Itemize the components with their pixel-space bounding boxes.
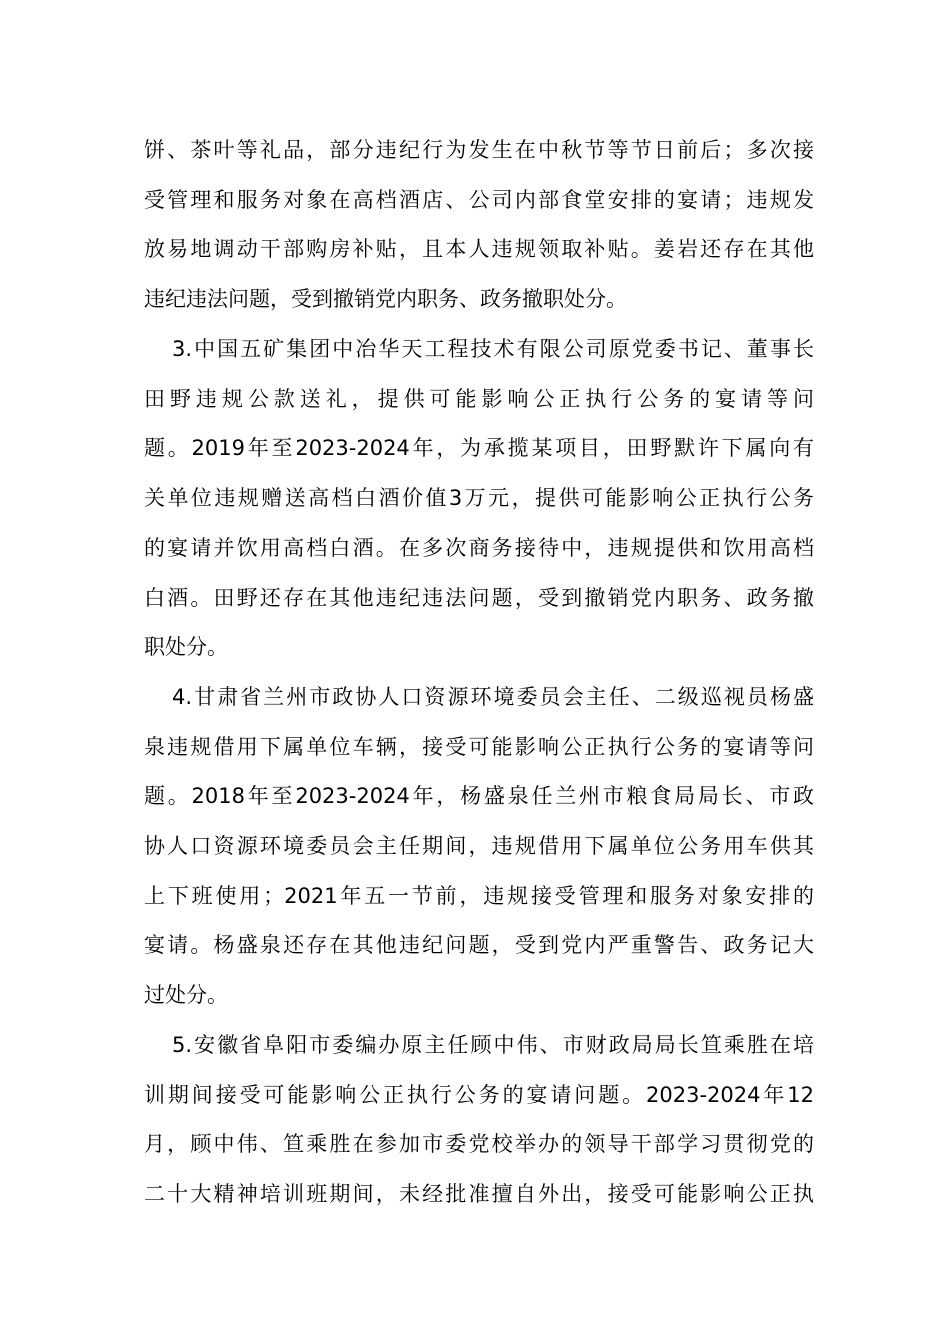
text-line: 关单位违规赠送高档白酒价值3万元，提供可能影响公正执行公务 <box>144 486 814 510</box>
paragraph-3-first-line: 3.中国五矿集团中冶华天工程技术有限公司原党委书记、董事长 <box>172 337 814 361</box>
text-line: 放易地调动干部购房补贴，且本人违规领取补贴。姜岩还存在其他 <box>144 237 814 261</box>
text-line: 田野违规公款送礼，提供可能影响公正执行公务的宴请等问 <box>144 387 814 411</box>
text-line: 上下班使用；2021年五一节前，违规接受管理和服务对象安排的 <box>144 884 814 908</box>
text-line: 题。2019年至2023-2024年，为承揽某项目，田野默许下属向有 <box>144 436 814 460</box>
text-line: 月，顾中伟、笪乘胜在参加市委党校举办的领导干部学习贯彻党的 <box>144 1132 814 1156</box>
text-line: 受管理和服务对象在高档酒店、公司内部食堂安排的宴请；违规发 <box>144 188 814 212</box>
paragraph-5-first-line: 5.安徽省阜阳市委编办原主任顾中伟、市财政局局长笪乘胜在培 <box>172 1033 814 1057</box>
text-line: 违纪违法问题，受到撤销党内职务、政务撤职处分。 <box>144 287 627 311</box>
text-line: 白酒。田野还存在其他违纪违法问题，受到撤销党内职务、政务撤 <box>144 586 814 610</box>
text-line: 宴请。杨盛泉还存在其他违纪问题，受到党内严重警告、政务记大 <box>144 933 814 957</box>
text-line: 协人口资源环境委员会主任期间，违规借用下属单位公务用车供其 <box>144 834 814 858</box>
text-line: 饼、茶叶等礼品，部分违纪行为发生在中秋节等节日前后；多次接 <box>144 138 814 162</box>
text-line: 训期间接受可能影响公正执行公务的宴请问题。2023-2024年12 <box>144 1083 814 1107</box>
text-line: 二十大精神培训班期间，未经批准擅自外出，接受可能影响公正执 <box>144 1182 814 1206</box>
paragraph-4-first-line: 4.甘肃省兰州市政协人口资源环境委员会主任、二级巡视员杨盛 <box>172 685 814 709</box>
text-line: 题。2018年至2023-2024年，杨盛泉任兰州市粮食局局长、市政 <box>144 784 814 808</box>
text-line: 的宴请并饮用高档白酒。在多次商务接待中，违规提供和饮用高档 <box>144 536 814 560</box>
text-line: 泉违规借用下属单位车辆，接受可能影响公正执行公务的宴请等问 <box>144 735 814 759</box>
text-line: 过处分。 <box>144 983 228 1007</box>
text-line: 职处分。 <box>144 635 228 659</box>
